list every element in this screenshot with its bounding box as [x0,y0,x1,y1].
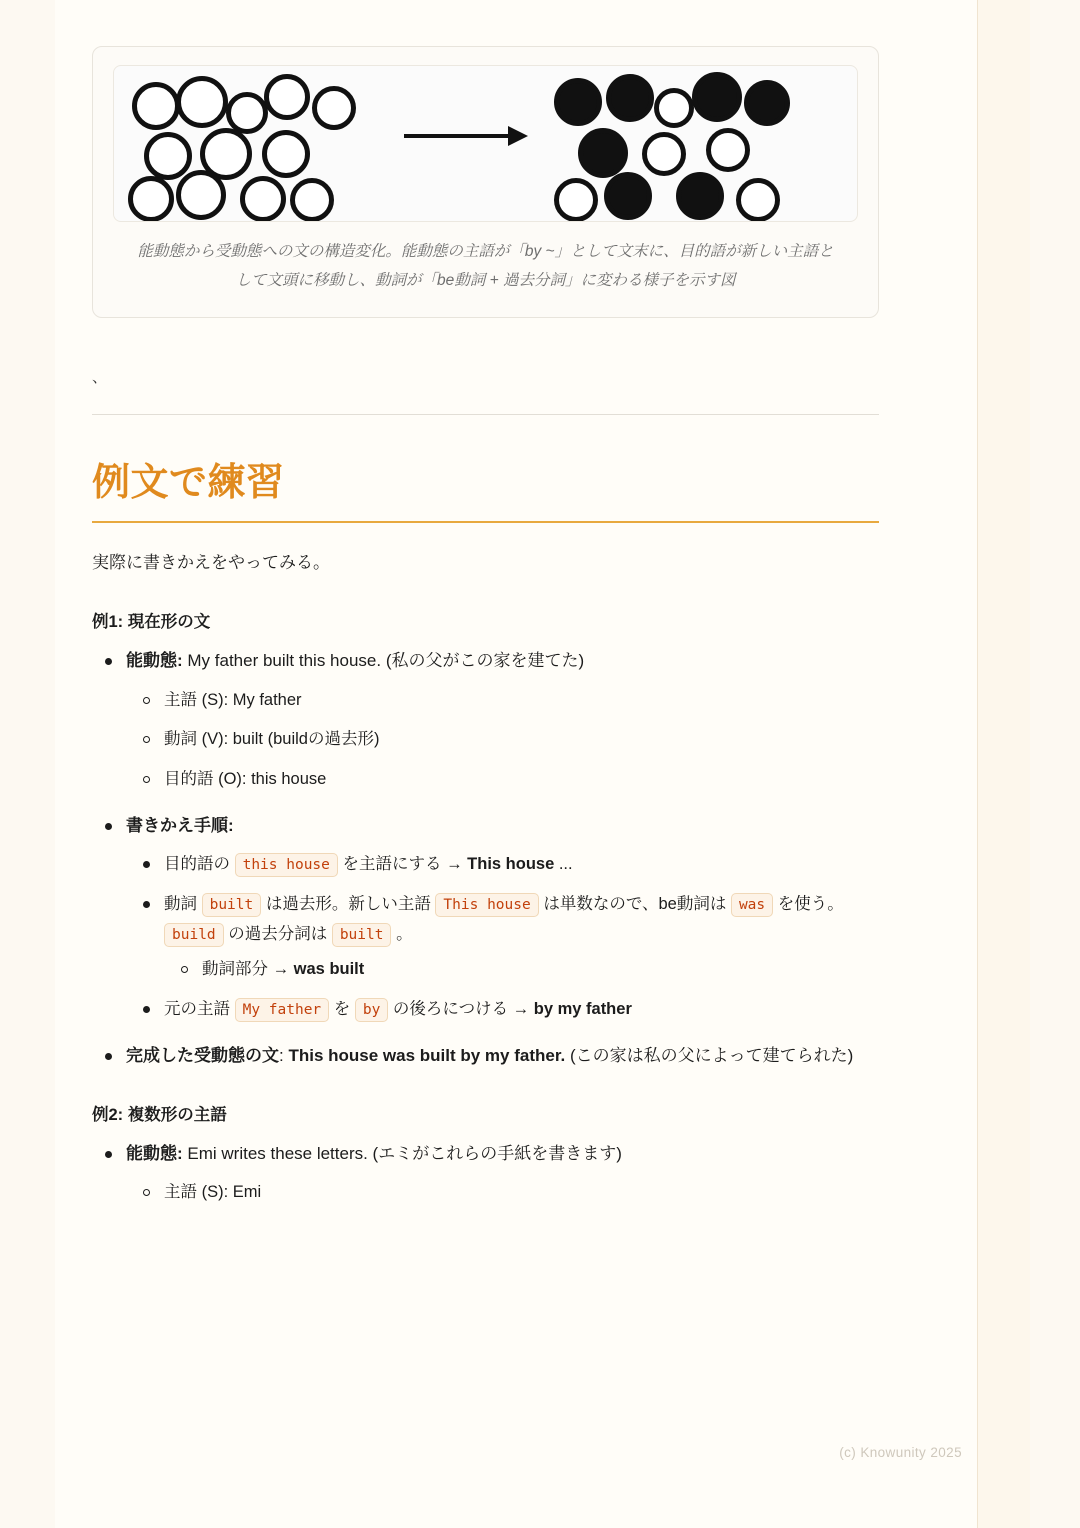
code-chip-this-house-2: This house [435,893,538,917]
circle-filled [744,80,790,126]
circle-outline [554,178,598,222]
figure-card [92,46,879,318]
circle-outline [264,74,310,120]
right-arrow-icon [404,121,534,151]
watermark: (c) Knowunity 2025 [839,1445,962,1460]
code-chip-build: build [164,923,224,947]
code-chip-my-father: My father [235,998,330,1022]
result-sep: : [279,1045,289,1065]
active-voice-sentence-2: Emi writes these letters. (エミがこれらの手紙を書きます) [182,1143,622,1163]
step2-sub [164,955,879,985]
step3-post: の後ろにつける → [388,1000,534,1019]
step3-bold: by my father [533,1000,632,1019]
circle-filled [578,128,628,178]
step2-p5: の過去分詞は [223,924,332,943]
active-voice-label-2: 能動態: [126,1143,183,1163]
example1-heading: 例1: 現在形の文 [92,612,211,631]
result-translation: (この家は私の父によって建てられた) [565,1045,854,1065]
circle-outline [312,86,356,130]
circle-filled [554,78,602,126]
step2-sub-pre: 動詞部分 → [202,960,294,979]
step1-mid: を主語にする → [337,855,468,874]
figure-illustration [113,65,858,222]
circle-outline [144,132,192,180]
code-chip-built: built [202,893,262,917]
circle-outline [642,132,686,176]
list-item [126,646,879,795]
circle-filled [606,74,654,122]
code-chip-by: by [355,998,388,1022]
list-item [164,995,879,1025]
steps-label: 書きかえ手順: [126,815,234,835]
code-chip-this-house: this house [235,853,338,877]
list-item: 主語 (S): My father [164,686,879,716]
intro-paragraph: 実際に書きかえをやってみる。 [92,552,330,572]
step2-p6: 。 [391,924,413,943]
circle-outline [736,178,780,222]
title-underline [92,521,879,523]
page-title: 例文で練習 [92,462,285,505]
circle-outline [132,82,180,130]
circle-outline [176,170,226,220]
list-item: 動詞 (V): built (buildの過去形) [164,725,879,755]
active-voice-sentence: My father built this house. (私の父がこの家を建てた) [182,650,585,670]
document-content [92,0,879,1208]
list-item [126,1041,879,1071]
stray-text-mark: 、 [92,369,108,387]
example1-list [92,646,879,1071]
step3-mid: を [329,1000,355,1019]
circle-filled [604,172,652,220]
circle-outline [240,176,286,222]
active-voice-label: 能動態: [126,650,183,670]
document-page [55,0,1030,1528]
list-item [164,890,879,985]
example1-parts [126,686,879,795]
code-chip-was: was [731,893,773,917]
step1-post: ... [554,855,573,874]
circle-outline [226,92,268,134]
circle-outline [290,178,334,222]
circle-filled [692,72,742,122]
figure-caption: 能動態から受動態への文の構造変化。能動態の主語が「by ~」として文末に、目的語が新しい主語として文頭に移動し、動詞が「be動詞 + 過去分詞」に変わる様子を示す図 [137,243,834,289]
circle-outline [654,88,694,128]
step1-pre: 目的語の [164,855,235,874]
example2-heading: 例2: 複数形の主語 [92,1105,227,1124]
section-divider [92,414,879,415]
step2-p2: は過去形。新しい主語 [261,895,436,914]
list-item [126,811,879,1025]
step2-p4: を使う。 [773,895,844,914]
list-item [126,1139,879,1208]
circle-outline [262,130,310,178]
code-chip-built-2: built [332,923,392,947]
page-right-margin [977,0,1030,1528]
circle-outline [176,76,228,128]
list-item: 目的語 (O): this house [164,765,879,795]
list-item [164,850,879,880]
step2-p3: は単数なので、be動詞は [538,895,731,914]
circle-outline [128,176,174,222]
result-label: 完成した受動態の文 [126,1045,279,1065]
rewrite-steps [126,850,879,1024]
step1-bold: This house [467,855,555,874]
example2-list [92,1139,879,1208]
list-item [202,955,879,985]
list-item: 主語 (S): Emi [164,1178,879,1208]
step2-p1: 動詞 [164,895,202,914]
example2-parts [126,1178,879,1208]
step2-sub-bold: was built [293,960,365,979]
circle-filled [676,172,724,220]
step3-pre: 元の主語 [164,1000,235,1019]
circle-outline [706,128,750,172]
result-sentence: This house was built by my father. [288,1045,566,1065]
